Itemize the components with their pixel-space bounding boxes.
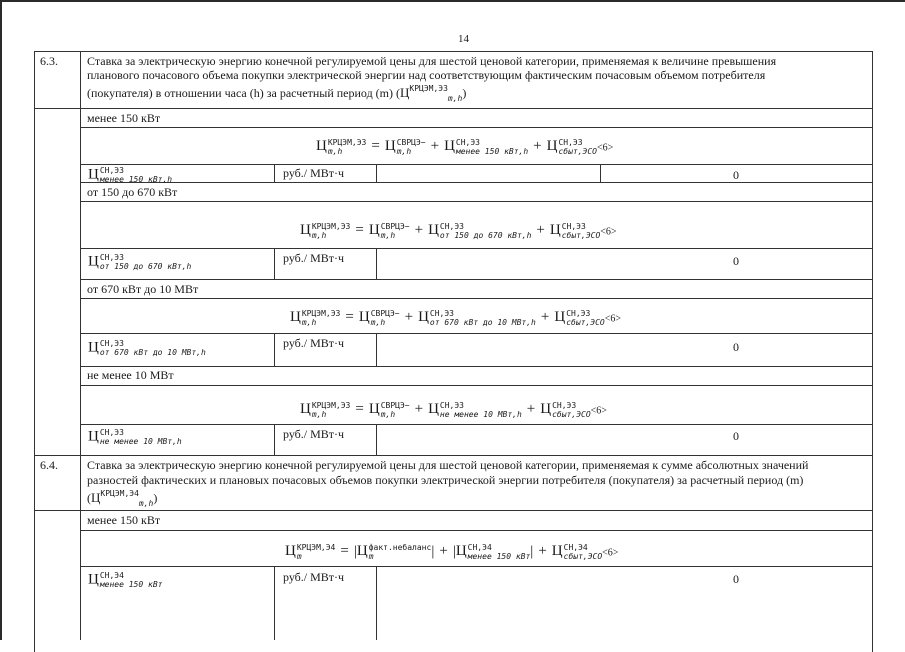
formula: Ц КРЦЭМ,Э4 m = |Ц факт.небаланс m | + |Ц СН,Э4 менее 150 кВт | + Ц СН,Э4 сбыт,ЭСО <6> <box>285 543 619 561</box>
formula-term: Ц СН,ЭЗ сбыт,ЭСО <box>554 309 605 327</box>
page-number: 14 <box>458 33 469 45</box>
section-number: 6.3. <box>40 54 58 68</box>
footnote-ref: <6> <box>590 405 607 417</box>
section-title-symbol: $Ц^{КРЦЭМ,Э4}_{m,h}$ <box>91 489 154 508</box>
formula-lhs: Ц КРЦЭМ,ЭЗ m,h <box>290 309 341 327</box>
rate-symbol: Ц СН,ЭЗ не менее 10 МВт,h <box>88 428 182 446</box>
formula: Ц КРЦЭМ,ЭЗ m,h = Ц СВРЦЭ− m,h + Ц СН,ЭЗ менее 150 кВт,h + Ц СН,ЭЗ сбыт,ЭСО <6> <box>316 138 614 156</box>
rule-label-bottom <box>80 385 872 386</box>
formula-term: Ц СВРЦЭ− m,h <box>368 222 410 240</box>
formula: Ц КРЦЭМ,ЭЗ m,h = Ц СВРЦЭ− m,h + Ц СН,ЭЗ не менее 10 МВт,h + Ц СН,ЭЗ сбыт,ЭСО <6> <box>300 401 607 419</box>
rule-section-6-4-bottom <box>34 510 872 511</box>
rule-unit-column <box>274 424 275 455</box>
rate-symbol: Ц СН,ЭЗ менее 150 кВт,h <box>88 166 173 184</box>
footnote-ref: <6> <box>604 313 621 325</box>
group-label: не менее 10 МВт <box>87 368 174 382</box>
formula-term: Ц факт.небаланс m <box>356 543 432 561</box>
rule-value-column <box>376 248 377 279</box>
rule-value-column <box>376 566 377 640</box>
formula: Ц КРЦЭМ,ЭЗ m,h = Ц СВРЦЭ− m,h + Ц СН,ЭЗ от 670 кВт до 10 МВт,h + Ц СН,ЭЗ сбыт,ЭСО <6> <box>290 309 621 327</box>
section-title-text: (покупателя) в отношении часа (h) за расчетный период (m) ( <box>87 86 400 100</box>
rule-row-bottom <box>80 366 872 367</box>
rate-value: 0 <box>733 572 739 586</box>
formula-term: Ц СН,ЭЗ сбыт,ЭСО <box>546 138 597 156</box>
formula-lhs: Ц КРЦЭМ,ЭЗ m,h <box>300 222 351 240</box>
rate-unit: руб./ МВт·ч <box>283 166 345 180</box>
section-title-text: ( <box>87 491 91 505</box>
section-title-line: планового почасового объема покупки электрической энергии над соответствующим фактическим почасовым объемом потребителя <box>87 68 766 82</box>
rule-formula-bottom <box>80 248 872 249</box>
rate-unit: руб./ МВт·ч <box>283 427 345 441</box>
formula-term: Ц СН,Э4 сбыт,ЭСО <box>551 543 603 561</box>
footnote-ref: <6> <box>600 226 617 238</box>
rule-formula-bottom <box>80 424 872 425</box>
formula-term: Ц СВРЦЭ− m,h <box>384 138 426 156</box>
rule-label-bottom <box>80 530 872 531</box>
group-label: от 670 кВт до 10 МВт <box>87 282 199 296</box>
scan-edge-left <box>0 0 2 640</box>
rule-label-bottom <box>80 201 872 202</box>
formula-lhs: Ц КРЦЭМ,ЭЗ m,h <box>300 401 351 419</box>
rule-number-column <box>80 51 81 640</box>
section-number: 6.4. <box>40 458 58 472</box>
rate-unit: руб./ МВт·ч <box>283 336 345 350</box>
formula-term: Ц СВРЦЭ− m,h <box>368 401 410 419</box>
rule-section-6-3-bottom <box>34 108 872 109</box>
formula-term: Ц СН,ЭЗ сбыт,ЭСО <box>549 222 601 240</box>
footnote-ref: <6> <box>602 547 619 559</box>
rate-unit: руб./ МВт·ч <box>283 251 345 265</box>
rule-label-bottom <box>80 127 872 128</box>
rule-formula-bottom <box>80 164 872 165</box>
formula-term: Ц СН,ЭЗ менее 150 кВт,h <box>444 138 529 156</box>
formula-term: Ц СН,Э4 менее 150 кВт <box>455 543 531 561</box>
section-title-line: (покупателя) в отношении часа (h) за расчетный период (m) $(Ц^{КРЦЭМ,ЭЗ}_{m,h})$ <box>87 84 467 103</box>
rule-formula-bottom <box>80 566 872 567</box>
formula-term: Ц СН,ЭЗ от 150 до 670 кВт,h <box>428 222 532 240</box>
formula-lhs: Ц КРЦЭМ,Э4 m <box>285 543 336 561</box>
rate-symbol: Ц СН,Э4 менее 150 кВт <box>88 571 163 589</box>
rule-section-6-4-top <box>34 455 872 456</box>
rate-symbol: Ц СН,ЭЗ от 150 до 670 кВт,h <box>88 253 192 271</box>
formula-term: Ц СН,ЭЗ от 670 кВт до 10 МВт,h <box>418 309 536 327</box>
section-title-line: разностей фактических и плановых почасовых объемов покупки электрической энергии потребителя (покупателя) за расчетный период (m) <box>87 473 804 487</box>
section-title-symbol: $Ц^{КРЦЭМ,ЭЗ}_{m,h}$ <box>400 84 463 103</box>
rule-unit-column <box>274 248 275 279</box>
rate-value: 0 <box>733 254 739 268</box>
rule-formula-bottom <box>80 333 872 334</box>
section-title-line: Ставка за электрическую энергию конечной регулируемой цены для шестой ценовой категории, применяемая к сумме абсолютных значений <box>87 458 809 472</box>
group-label: менее 150 кВт <box>87 111 161 125</box>
rate-symbol: Ц СН,ЭЗ от 670 кВт до 10 МВт,h <box>88 339 206 357</box>
rule-value-column <box>376 164 377 182</box>
group-label: менее 150 кВт <box>87 513 161 527</box>
rule-value-divider <box>600 164 601 182</box>
rule-unit-column <box>274 566 275 640</box>
section-title-line: Ставка за электрическую энергию конечной регулируемой цены для шестой ценовой категории, применяемая к величине превышения <box>87 54 777 68</box>
rate-unit: руб./ МВт·ч <box>283 570 345 584</box>
rule-unit-column <box>274 333 275 366</box>
rule-row-bottom <box>80 182 872 183</box>
rule-unit-column <box>274 164 275 182</box>
rule-value-column <box>376 424 377 455</box>
formula-term: Ц СН,ЭЗ не менее 10 МВт,h <box>428 401 522 419</box>
rule-section-6-3-top <box>34 51 872 52</box>
rule-value-column <box>376 333 377 366</box>
formula: Ц КРЦЭМ,ЭЗ m,h = Ц СВРЦЭ− m,h + Ц СН,ЭЗ от 150 до 670 кВт,h + Ц СН,ЭЗ сбыт,ЭСО <6> <box>300 222 617 240</box>
rule-row-bottom <box>80 279 872 280</box>
formula-term: Ц СН,ЭЗ сбыт,ЭСО <box>540 401 591 419</box>
footnote-ref: <6> <box>597 142 614 154</box>
rate-value: 0 <box>733 168 739 182</box>
formula-term: Ц СВРЦЭ− m,h <box>358 309 400 327</box>
scan-edge-top <box>0 0 905 2</box>
group-label: от 150 до 670 кВт <box>87 185 178 199</box>
rate-value: 0 <box>733 340 739 354</box>
rate-value: 0 <box>733 429 739 443</box>
section-title-line: $(Ц^{КРЦЭМ,Э4}_{m,h})$ <box>87 489 158 508</box>
rule-label-bottom <box>80 298 872 299</box>
formula-lhs: Ц КРЦЭМ,ЭЗ m,h <box>316 138 367 156</box>
